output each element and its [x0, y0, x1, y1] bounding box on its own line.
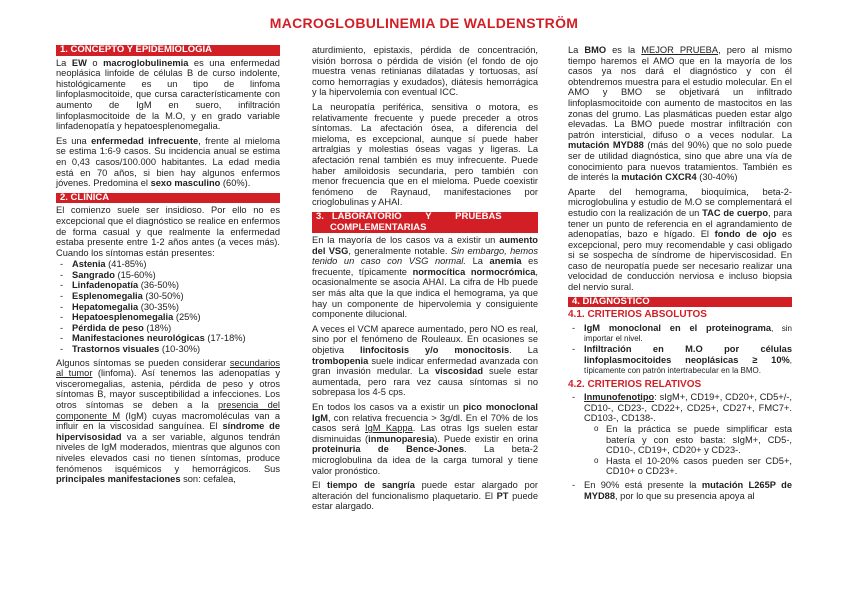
list-item: - Trastornos visuales (10-30%) — [56, 344, 280, 355]
list-item: - En 90% está presente la mutación L265P de MYD88, por lo que su presencia apoya al — [568, 480, 792, 501]
paragraph-neuropathy: La neuropatía periférica, sensitiva o motora, es relativamente frecuente y puede preceder a otros síntomas. La afectación ósea, a diferencia del mieloma, es excepcional, aunque sí puede haber artralgias y molestias óseas vagas y ligeras. La afectación renal también es muy infrecuente. Puede haber amiloidosis secundaria, pero también con menor frecuencia que en el mieloma. Puede coexistir fenómeno de Raynaud, manifestaciones por crioglobulinas y AHAI. — [312, 101, 538, 208]
list-item: - Esplenomegalia (30-50%) — [56, 291, 280, 302]
paragraph-bmo: La BMO es la MEJOR PRUEBA, pero al mismo tiempo haremos el AMO que en la mayoría de los casos ya nos dará el diagnóstico y con él obtendremos muestra para el estudio molecular. En el AMO y BMO se objetivará un infiltrado linfoplasmocitoide con aumento de mastocitos en las zonas del grumo. Las plasmáticas pueden estar algo elevadas. La BMO puede mostrar infiltración con patrón intersticial, difuso o a veces nodular. La mutación MYD88 (más del 90%) que no solo puede ser de utilidad diagnóstica, sino que abre una vía de conocimiento para nuevos tratamientos. También es de interés la mutación CXCR4 (30-40%) — [568, 45, 792, 183]
list-item: - Hepatomegalia (30-35%) — [56, 302, 280, 313]
section-heading-clinica: 2. CLÍNICA — [56, 193, 280, 204]
column-1 — [56, 45, 280, 489]
list-item: o En la práctica se puede simplificar esta batería y con esto basta: sIgM+, CD5-, CD10-, CD19+, CD20+ y CD23-. — [594, 424, 792, 456]
relative-criteria-list — [568, 392, 792, 424]
paragraph-clinical-onset: El comienzo suele ser insidioso. Por ello no es excepcional que el diagnóstico se realice en enfermos de forma casual y que realmente la enfermedad estaba presente entre 1-2 años antes (a veces más). Cuando los síntomas están presentes: — [56, 205, 280, 258]
page-title: MACROGLOBULINEMIA DE WALDENSTRÖM — [269, 15, 579, 31]
list-item: - Manifestaciones neurológicas (17-18%) — [56, 333, 280, 344]
paragraph-secondary-symptoms: Algunos síntomas se pueden considerar secundarios al tumor (linfoma). Así tenemos las adenopatías y visceromegalias, astenia, pérdida de peso y otros síntomas B, mayor susceptibilidad a infecciones. Los otros síntomas se deben a la presencia del componente M (IgM) cuyas macromoléculas van a influir en la viscosidad sanguínea. El síndrome de hipervisosidad va a ser variable, algunos tendrán niveles de IgM moderados, mientras que algunos con niveles elevados casi no tienen síntomas, produce fenómenos isquémicos y hemorrágicos. Sus principales manifestaciones son: cefalea, — [56, 357, 281, 485]
list-item: o Hasta el 10-20% casos pueden ser CD5+, CD10+ o CD23+. — [594, 456, 792, 477]
paragraph-vsg-anemia: En la mayoría de los casos va a existir un aumento del VSG, generalmente notable. Sin embargo, hemos tenido un caso con VSG normal. La anemia es frecuente, típicamente normocítica normocrómica, ocasionalmente se asocia AHAI. La cifra de Hb puede ser más alta que la que indica el hemograma, ya que hay un componente de hipervolemia y consiguiente componente dilucional. — [312, 235, 539, 320]
section-heading-diagnostico: 4. DIAGNÓSTICO — [568, 297, 792, 308]
list-item: - Pérdida de peso (18%) — [56, 323, 280, 334]
subheading-relative-criteria: 4.2. CRITERIOS RELATIVOS — [568, 378, 702, 390]
list-item: - Astenia (41-85%) — [56, 259, 280, 270]
absolute-criteria-list — [568, 323, 792, 376]
paragraph-monoclonal-peak: En todos los casos va a existir un pico monoclonal IgM, con relativa frecuencia > 3g/dl. En el 70% de los casos será IgM Kappa. Las otras Igs suelen estar disminuidas (inmunoparesia). Puede existir en orina proteinuria de Bence-Jones. La beta-2 microglobulina da idea de la carga tumoral y tiene valor pronóstico. — [312, 402, 539, 476]
list-item: - Hepatoesplenomegalia (25%) — [56, 312, 280, 323]
column-3 — [568, 45, 792, 504]
relative-criteria-list-cont — [568, 480, 792, 501]
paragraph-bleeding-time: El tiempo de sangría puede estar alargado por alteración del funcionalismo plaquetario. El PT puede estar alargado. — [312, 480, 538, 512]
section-heading-concepto: 1. CONCEPTO Y EPIDEMIOLOGÍA — [56, 45, 280, 56]
section-heading-laboratorio: 3. LABORATORIO Y PRUEBAS COMPLEMENTARIAS — [312, 212, 538, 233]
list-item: - Sangrado (15-60%) — [56, 270, 280, 281]
paragraph-hyperviscosity-manifestations: aturdimiento, epistaxis, pérdida de concentración, visión borrosa o pérdida de visión (el fondo de ojo muestra venas retinianas dilatadas y tortuosas, así como hemorragias y exudados), diátesis hemorrágica y la hipervolemia con eventual ICC. — [312, 45, 538, 98]
paragraph-vcm: A veces el VCM aparece aumentado, pero NO es real, sino por el fenómeno de Rouleaux. En ocasiones se objetiva linfocitosis y/o monocitosis. La trombopenia suele indicar enfermedad avanzada con gran invasión medular. La viscosidad suele estar aumentada, pero rara vez causa síntomas si no sobrepasa los 4-5 cps. — [312, 323, 538, 398]
subheading-absolute-criteria: 4.1. CRITERIOS ABSOLUTOS — [568, 309, 707, 321]
list-item: - Infiltración en M.O por células linfoplasmocitoides neoplásicas ≥ 10%, típicamente con patrón intertrabecular en la BMO. — [568, 344, 792, 376]
paragraph-definition: La EW o macroglobulinemia es una enfermedad neoplásica linfoide de células B de curso indolente, histológicamente es un tipo de linfoma linfoplasmocitoide, que cursa característicamente con aumento de IgM en suero, infiltración linfoplasmocitoide de la M.O, y en grado variable linfadenopatía y hepatoesplenomegalia. — [56, 57, 280, 132]
list-item: - Inmunofenotipo: sIgM+, CD19+, CD20+, CD5+/-, CD10-, CD23-, CD22+, CD25+, CD27+, FMC7+. CD103-, CD138-. — [568, 392, 792, 424]
column-2 — [312, 45, 538, 516]
paragraph-epidemiology: Es una enfermedad infrecuente, frente al mieloma se estima 1:6-9 casos. Su incidencia anual se estima en 0,43 casos/100.000 habitantes. La edad media está en 70 años, si bien hay algunos enfermos jóvenes. Predomina el sexo masculino (60%). — [56, 135, 280, 189]
paragraph-complementary-studies: Aparte del hemograma, bioquímica, beta-2-microglobulina y estudio de M.O se complementará el estudio con la realización de un TAC de cuerpo, para tener un punto de referencia en el agrandamiento de adenopatías, bazo e hígado. El fondo de ojo es excepcional, pero muy recomendable y casi obligado si se sospecha de síndrome de hiperviscosidad. En caso de neuropatía puede ser necesario realizar una velocidad de conducción nerviosa e incluso biopsia del nervio sural. — [568, 186, 793, 293]
list-item: - IgM monoclonal en el proteinograma, sin importar el nivel. — [568, 323, 792, 344]
list-item: - Linfadenopatía (36-50%) — [56, 280, 280, 291]
symptom-list — [56, 259, 280, 354]
immunophenotype-notes — [594, 424, 792, 477]
